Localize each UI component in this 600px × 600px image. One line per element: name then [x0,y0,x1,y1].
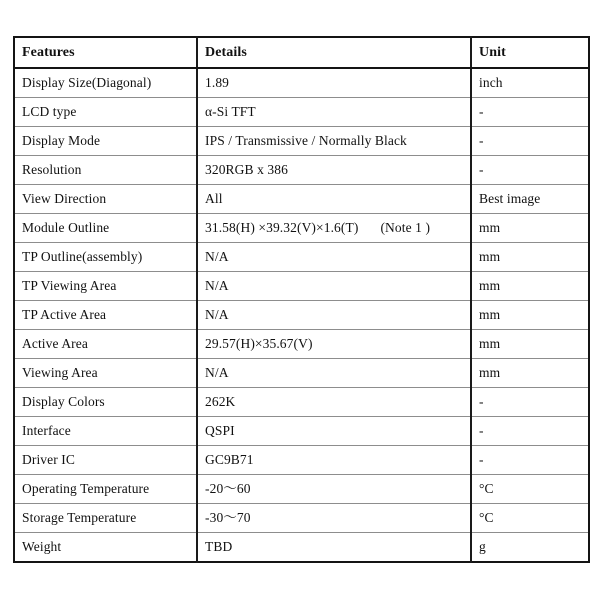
table-body [14,68,589,562]
cell-detail [197,214,471,243]
table-row [14,504,589,533]
table-row [14,68,589,98]
cell-feature: Storage Temperature [14,504,197,533]
cell-feature: Interface [14,417,197,446]
table-row [14,359,589,388]
column-header-details: Details [197,37,471,68]
table-row [14,243,589,272]
table-row [14,301,589,330]
cell-feature: Display Mode [14,127,197,156]
table-row [14,214,589,243]
cell-feature: LCD type [14,98,197,127]
cell-detail: QSPI [197,417,471,446]
cell-unit: inch [471,68,589,98]
cell-unit: °C [471,475,589,504]
cell-unit: Best image [471,185,589,214]
cell-unit: - [471,446,589,475]
table-row [14,272,589,301]
cell-detail: N/A [197,359,471,388]
cell-feature: Module Outline [14,214,197,243]
cell-detail: -20～60 [197,475,471,504]
cell-detail: All [197,185,471,214]
header-row [14,37,589,68]
cell-unit: - [471,156,589,185]
table-row [14,330,589,359]
cell-feature: TP Viewing Area [14,272,197,301]
cell-feature: Display Colors [14,388,197,417]
cell-feature: Driver IC [14,446,197,475]
cell-feature: Operating Temperature [14,475,197,504]
table-row [14,388,589,417]
cell-detail-note: (Note 1 ) [380,220,431,235]
cell-detail-value: 31.58(H) ×39.32(V)×1.6(T) [205,220,359,235]
cell-unit: g [471,533,589,563]
table-row [14,127,589,156]
cell-unit: mm [471,243,589,272]
cell-unit: mm [471,330,589,359]
cell-detail: 29.57(H)×35.67(V) [197,330,471,359]
cell-feature: Resolution [14,156,197,185]
cell-feature: Active Area [14,330,197,359]
column-header-features: Features [14,37,197,68]
cell-detail: N/A [197,272,471,301]
cell-detail: 320RGB x 386 [197,156,471,185]
cell-detail: GC9B71 [197,446,471,475]
cell-feature: View Direction [14,185,197,214]
table-row [14,446,589,475]
cell-feature: TP Active Area [14,301,197,330]
cell-unit: mm [471,214,589,243]
cell-unit: mm [471,301,589,330]
table-row [14,533,589,563]
cell-feature: Display Size(Diagonal) [22,75,152,90]
cell-feature: TP Outline(assembly) [14,243,197,272]
cell-detail: N/A [197,243,471,272]
cell-detail: 262K [197,388,471,417]
cell-feature: Viewing Area [14,359,197,388]
table-row [14,185,589,214]
cell-feature: Weight [14,533,197,563]
cell-unit: - [471,388,589,417]
table-row [14,475,589,504]
cell-unit: - [471,127,589,156]
column-header-unit: Unit [471,37,589,68]
cell-unit: mm [471,359,589,388]
cell-detail: TBD [197,533,471,563]
table-row [14,156,589,185]
cell-detail: 1.89 [197,68,471,98]
table-header [14,37,589,68]
table-row [14,98,589,127]
specification-table [13,36,590,563]
cell-detail: IPS / Transmissive / Normally Black [197,127,471,156]
cell-unit: - [471,417,589,446]
table-row [14,417,589,446]
cell-unit: mm [471,272,589,301]
specification-sheet [13,36,588,563]
cell-unit: °C [471,504,589,533]
cell-unit: - [471,98,589,127]
cell-detail: N/A [197,301,471,330]
cell-detail: α-Si TFT [197,98,471,127]
cell-detail: -30～70 [197,504,471,533]
